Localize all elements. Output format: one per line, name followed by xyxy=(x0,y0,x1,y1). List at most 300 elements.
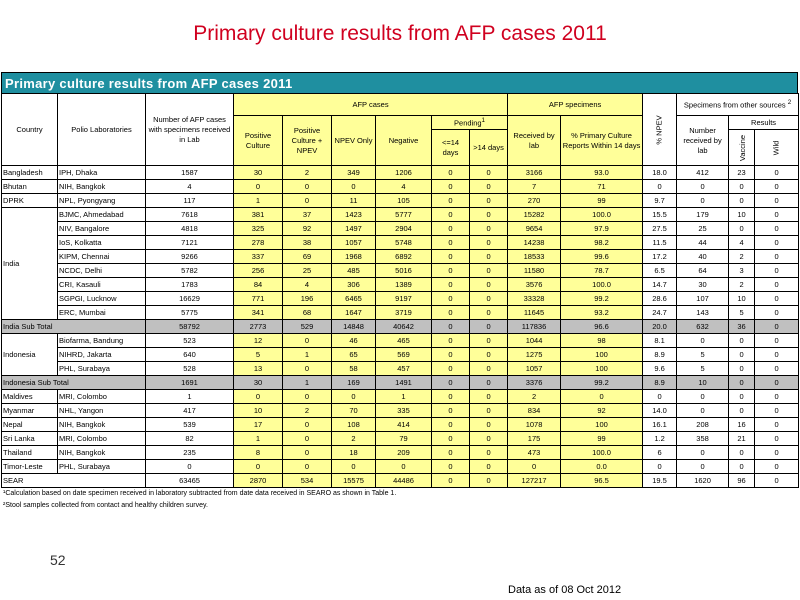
cell-neg: 414 xyxy=(376,418,432,432)
cell-p15: 0 xyxy=(470,474,508,488)
country-cell: Sri Lanka xyxy=(2,432,58,446)
cell-neg: 1 xyxy=(376,390,432,404)
cell-p15: 0 xyxy=(470,390,508,404)
subtotal-label: India Sub Total xyxy=(2,320,146,334)
cell-npev: 1497 xyxy=(332,222,376,236)
cell-recv: 7 xyxy=(508,180,561,194)
cell-npev: 1057 xyxy=(332,236,376,250)
cell-posnpev: 0 xyxy=(283,432,332,446)
cell-posnpev: 0 xyxy=(283,194,332,208)
cell-neg: 569 xyxy=(376,348,432,362)
cell-recv: 1078 xyxy=(508,418,561,432)
lab-cell: IoS, Kolkatta xyxy=(58,236,146,250)
lab-cell: BJMC, Ahmedabad xyxy=(58,208,146,222)
cell-pnpev: 1.2 xyxy=(643,432,677,446)
cell-oth: 44 xyxy=(677,236,729,250)
cell-recv: 15282 xyxy=(508,208,561,222)
data-as-of: Data as of 08 Oct 2012 xyxy=(508,584,622,596)
cell-pct: 99.2 xyxy=(561,376,643,390)
cell-p15: 0 xyxy=(470,166,508,180)
cell-npev: 108 xyxy=(332,418,376,432)
cell-posnpev: 0 xyxy=(283,390,332,404)
cell-p14: 0 xyxy=(432,250,470,264)
cell-p15: 0 xyxy=(470,292,508,306)
cell-wild: 0 xyxy=(755,194,799,208)
country-cell: Indonesia xyxy=(2,334,58,376)
table-row xyxy=(2,278,799,292)
cell-p15: 0 xyxy=(470,264,508,278)
cell-n: 1783 xyxy=(146,278,234,292)
cell-oth: 107 xyxy=(677,292,729,306)
cell-pos: 325 xyxy=(234,222,283,236)
country-cell: India xyxy=(2,208,58,320)
cell-p14: 0 xyxy=(432,278,470,292)
col-vaccine: Vaccine xyxy=(729,130,755,166)
table-row xyxy=(2,222,799,236)
cell-p14: 0 xyxy=(432,362,470,376)
cell-pos: 12 xyxy=(234,334,283,348)
cell-n: 7618 xyxy=(146,208,234,222)
cell-vac: 36 xyxy=(729,320,755,334)
cell-pct: 93.0 xyxy=(561,166,643,180)
cell-wild: 0 xyxy=(755,320,799,334)
cell-pct: 100 xyxy=(561,418,643,432)
cell-pos: 30 xyxy=(234,376,283,390)
cell-oth: 25 xyxy=(677,222,729,236)
col-npev-only: NPEV Only xyxy=(332,116,376,166)
group-afp-specimens: AFP specimens xyxy=(508,94,643,116)
cell-wild: 0 xyxy=(755,432,799,446)
cell-pnpev: 20.0 xyxy=(643,320,677,334)
table-row xyxy=(2,432,799,446)
cell-posnpev: 0 xyxy=(283,362,332,376)
cell-neg: 79 xyxy=(376,432,432,446)
country-cell: DPRK xyxy=(2,194,58,208)
cell-p15: 0 xyxy=(470,376,508,390)
table-body xyxy=(2,166,799,488)
cell-npev: 306 xyxy=(332,278,376,292)
cell-npev: 46 xyxy=(332,334,376,348)
cell-npev: 2 xyxy=(332,432,376,446)
lab-cell: KIPM, Chennai xyxy=(58,250,146,264)
cell-pos: 0 xyxy=(234,180,283,194)
cell-npev: 349 xyxy=(332,166,376,180)
cell-oth: 412 xyxy=(677,166,729,180)
cell-neg: 457 xyxy=(376,362,432,376)
cell-p14: 0 xyxy=(432,334,470,348)
cell-pos: 1 xyxy=(234,432,283,446)
cell-wild: 0 xyxy=(755,376,799,390)
subtotal-row xyxy=(2,320,799,334)
cell-wild: 0 xyxy=(755,446,799,460)
cell-oth: 5 xyxy=(677,362,729,376)
cell-pct: 0 xyxy=(561,390,643,404)
cell-neg: 209 xyxy=(376,446,432,460)
cell-recv: 18533 xyxy=(508,250,561,264)
cell-pos: 30 xyxy=(234,166,283,180)
table-header xyxy=(2,94,799,166)
cell-pnpev: 17.2 xyxy=(643,250,677,264)
cell-recv: 3166 xyxy=(508,166,561,180)
cell-posnpev: 68 xyxy=(283,306,332,320)
cell-npev: 1968 xyxy=(332,250,376,264)
lab-cell: ERC, Mumbai xyxy=(58,306,146,320)
group-other-sources: Specimens from other sources $^2$ xyxy=(677,94,799,116)
lab-cell: IPH, Dhaka xyxy=(58,166,146,180)
cell-pos: 2773 xyxy=(234,320,283,334)
cell-pnpev: 14.7 xyxy=(643,278,677,292)
cell-p14: 0 xyxy=(432,418,470,432)
country-cell: Bangladesh xyxy=(2,166,58,180)
cell-pos: 341 xyxy=(234,306,283,320)
cell-pos: 337 xyxy=(234,250,283,264)
cell-recv: 1057 xyxy=(508,362,561,376)
cell-pnpev: 0 xyxy=(643,390,677,404)
cell-vac: 4 xyxy=(729,236,755,250)
cell-pos: 1 xyxy=(234,194,283,208)
col-negative: Negative xyxy=(376,116,432,166)
cell-pnpev: 11.5 xyxy=(643,236,677,250)
cell-pct: 78.7 xyxy=(561,264,643,278)
lab-cell: NIH, Bangkok xyxy=(58,446,146,460)
cell-p15: 0 xyxy=(470,180,508,194)
cell-pnpev: 0 xyxy=(643,460,677,474)
cell-recv: 175 xyxy=(508,432,561,446)
col-pending-gt14: >14 days xyxy=(470,130,508,166)
cell-wild: 0 xyxy=(755,180,799,194)
subtotal-row xyxy=(2,376,799,390)
cell-posnpev: 0 xyxy=(283,180,332,194)
cell-n: 117 xyxy=(146,194,234,208)
cell-recv: 473 xyxy=(508,446,561,460)
cell-n: 523 xyxy=(146,334,234,348)
cell-pos: 278 xyxy=(234,236,283,250)
cell-pos: 0 xyxy=(234,390,283,404)
cell-p14: 0 xyxy=(432,320,470,334)
cell-pct: 97.9 xyxy=(561,222,643,236)
col-num-afp: Number of AFP cases with specimens received in Lab xyxy=(146,94,234,166)
lab-cell: CRI, Kasauli xyxy=(58,278,146,292)
cell-posnpev: 1 xyxy=(283,376,332,390)
cell-n: 235 xyxy=(146,446,234,460)
cell-p14: 0 xyxy=(432,236,470,250)
table-row xyxy=(2,362,799,376)
cell-oth: 1620 xyxy=(677,474,729,488)
cell-vac: 21 xyxy=(729,432,755,446)
cell-n: 5782 xyxy=(146,264,234,278)
cell-vac: 3 xyxy=(729,264,755,278)
cell-recv: 3376 xyxy=(508,376,561,390)
group-afp-cases: AFP cases xyxy=(234,94,508,116)
cell-wild: 0 xyxy=(755,404,799,418)
subtotal-label: Indonesia Sub Total xyxy=(2,376,146,390)
cell-pnpev: 14.0 xyxy=(643,404,677,418)
cell-pos: 17 xyxy=(234,418,283,432)
cell-posnpev: 0 xyxy=(283,460,332,474)
col-polio-labs: Polio Laboratories xyxy=(58,94,146,166)
cell-pnpev: 24.7 xyxy=(643,306,677,320)
lab-cell: Biofarma, Bandung xyxy=(58,334,146,348)
table-title: Primary culture results from AFP cases 2011 xyxy=(1,72,798,93)
cell-wild: 0 xyxy=(755,390,799,404)
cell-npev: 1647 xyxy=(332,306,376,320)
cell-npev: 15575 xyxy=(332,474,376,488)
cell-npev: 169 xyxy=(332,376,376,390)
cell-p15: 0 xyxy=(470,320,508,334)
cell-p14: 0 xyxy=(432,222,470,236)
cell-oth: 208 xyxy=(677,418,729,432)
cell-n: 528 xyxy=(146,362,234,376)
cell-vac: 0 xyxy=(729,376,755,390)
cell-p15: 0 xyxy=(470,348,508,362)
cell-recv: 0 xyxy=(508,460,561,474)
cell-vac: 10 xyxy=(729,208,755,222)
table-row xyxy=(2,404,799,418)
cell-p15: 0 xyxy=(470,334,508,348)
cell-vac: 0 xyxy=(729,446,755,460)
cell-n: 417 xyxy=(146,404,234,418)
cell-p14: 0 xyxy=(432,474,470,488)
cell-vac: 2 xyxy=(729,250,755,264)
cell-wild: 0 xyxy=(755,208,799,222)
cell-recv: 1275 xyxy=(508,348,561,362)
lab-cell: NIV, Bangalore xyxy=(58,222,146,236)
lab-cell: NCDC, Delhi xyxy=(58,264,146,278)
cell-p15: 0 xyxy=(470,278,508,292)
lab-cell: NIHRD, Jakarta xyxy=(58,348,146,362)
cell-n: 539 xyxy=(146,418,234,432)
cell-p14: 0 xyxy=(432,348,470,362)
cell-pct: 99 xyxy=(561,194,643,208)
culture-results-table xyxy=(1,72,798,518)
footnote-1: ¹Calculation based on date specimen received in laboratory subtracted from date data received in SEARO as shown in Table 1. xyxy=(3,490,397,497)
cell-p15: 0 xyxy=(470,446,508,460)
cell-pnpev: 0 xyxy=(643,180,677,194)
cell-wild: 0 xyxy=(755,474,799,488)
cell-posnpev: 92 xyxy=(283,222,332,236)
table-row xyxy=(2,306,799,320)
cell-pnpev: 6 xyxy=(643,446,677,460)
cell-npev: 70 xyxy=(332,404,376,418)
cell-p15: 0 xyxy=(470,208,508,222)
cell-oth: 5 xyxy=(677,348,729,362)
cell-posnpev: 69 xyxy=(283,250,332,264)
cell-posnpev: 0 xyxy=(283,418,332,432)
cell-pct: 93.2 xyxy=(561,306,643,320)
cell-recv: 127217 xyxy=(508,474,561,488)
cell-recv: 9654 xyxy=(508,222,561,236)
cell-npev: 0 xyxy=(332,180,376,194)
cell-pct: 100 xyxy=(561,348,643,362)
cell-p15: 0 xyxy=(470,306,508,320)
cell-n: 1 xyxy=(146,390,234,404)
cell-pnpev: 15.5 xyxy=(643,208,677,222)
cell-posnpev: 0 xyxy=(283,334,332,348)
col-received-by-lab: Received by lab xyxy=(508,116,561,166)
cell-vac: 0 xyxy=(729,460,755,474)
cell-p14: 0 xyxy=(432,432,470,446)
table-row xyxy=(2,208,799,222)
table-row xyxy=(2,460,799,474)
cell-neg: 5016 xyxy=(376,264,432,278)
cell-neg: 0 xyxy=(376,460,432,474)
cell-p14: 0 xyxy=(432,404,470,418)
page-number: 52 xyxy=(50,552,66,568)
col-positive-culture: Positive Culture xyxy=(234,116,283,166)
cell-wild: 0 xyxy=(755,222,799,236)
cell-p14: 0 xyxy=(432,446,470,460)
cell-n: 5775 xyxy=(146,306,234,320)
lab-cell: NPL, Pyongyang xyxy=(58,194,146,208)
cell-vac: 0 xyxy=(729,390,755,404)
cell-pct: 71 xyxy=(561,180,643,194)
cell-wild: 0 xyxy=(755,166,799,180)
cell-neg: 5777 xyxy=(376,208,432,222)
lab-cell: PHL, Surabaya xyxy=(58,362,146,376)
lab-cell: NIH, Bangkok xyxy=(58,180,146,194)
cell-vac: 0 xyxy=(729,362,755,376)
cell-neg: 5748 xyxy=(376,236,432,250)
cell-posnpev: 37 xyxy=(283,208,332,222)
cell-pct: 100.0 xyxy=(561,208,643,222)
country-cell: Thailand xyxy=(2,446,58,460)
group-pending: Pending$^1$ xyxy=(432,116,508,130)
cell-npev: 0 xyxy=(332,460,376,474)
cell-pnpev: 27.5 xyxy=(643,222,677,236)
cell-posnpev: 25 xyxy=(283,264,332,278)
sear-label: SEAR xyxy=(2,474,146,488)
cell-vac: 5 xyxy=(729,306,755,320)
cell-p14: 0 xyxy=(432,166,470,180)
cell-pos: 8 xyxy=(234,446,283,460)
cell-p14: 0 xyxy=(432,390,470,404)
cell-npev: 11 xyxy=(332,194,376,208)
lab-cell: PHL, Surabaya xyxy=(58,460,146,474)
cell-wild: 0 xyxy=(755,278,799,292)
cell-pnpev: 18.0 xyxy=(643,166,677,180)
cell-recv: 2 xyxy=(508,390,561,404)
cell-oth: 30 xyxy=(677,278,729,292)
cell-oth: 0 xyxy=(677,180,729,194)
table-row xyxy=(2,180,799,194)
cell-pnpev: 16.1 xyxy=(643,418,677,432)
cell-p14: 0 xyxy=(432,194,470,208)
cell-n: 7121 xyxy=(146,236,234,250)
cell-oth: 10 xyxy=(677,376,729,390)
cell-posnpev: 4 xyxy=(283,278,332,292)
cell-p15: 0 xyxy=(470,236,508,250)
cell-neg: 2904 xyxy=(376,222,432,236)
cell-p14: 0 xyxy=(432,376,470,390)
cell-pct: 92 xyxy=(561,404,643,418)
col-number-received: Number received by lab xyxy=(677,116,729,166)
cell-oth: 179 xyxy=(677,208,729,222)
cell-pct: 99 xyxy=(561,432,643,446)
table-row xyxy=(2,236,799,250)
cell-pnpev: 9.6 xyxy=(643,362,677,376)
cell-neg: 1389 xyxy=(376,278,432,292)
cell-npev: 18 xyxy=(332,446,376,460)
country-cell: Maldives xyxy=(2,390,58,404)
cell-vac: 23 xyxy=(729,166,755,180)
cell-n: 4 xyxy=(146,180,234,194)
cell-oth: 358 xyxy=(677,432,729,446)
cell-n: 82 xyxy=(146,432,234,446)
cell-pct: 96.5 xyxy=(561,474,643,488)
cell-wild: 0 xyxy=(755,264,799,278)
cell-npev: 14848 xyxy=(332,320,376,334)
cell-neg: 1206 xyxy=(376,166,432,180)
cell-pos: 13 xyxy=(234,362,283,376)
cell-npev: 485 xyxy=(332,264,376,278)
cell-p14: 0 xyxy=(432,264,470,278)
table-row xyxy=(2,348,799,362)
group-results: Results xyxy=(729,116,799,130)
cell-n: 640 xyxy=(146,348,234,362)
cell-recv: 117836 xyxy=(508,320,561,334)
cell-pct: 99.6 xyxy=(561,250,643,264)
cell-vac: 10 xyxy=(729,292,755,306)
cell-pos: 381 xyxy=(234,208,283,222)
cell-pnpev: 8.1 xyxy=(643,334,677,348)
cell-pct: 96.6 xyxy=(561,320,643,334)
cell-pct: 100.0 xyxy=(561,278,643,292)
country-cell: Myanmar xyxy=(2,404,58,418)
cell-vac: 16 xyxy=(729,418,755,432)
cell-pos: 771 xyxy=(234,292,283,306)
cell-pct: 100 xyxy=(561,362,643,376)
cell-p14: 0 xyxy=(432,306,470,320)
cell-recv: 834 xyxy=(508,404,561,418)
cell-npev: 1423 xyxy=(332,208,376,222)
cell-recv: 11580 xyxy=(508,264,561,278)
cell-oth: 0 xyxy=(677,194,729,208)
cell-pos: 256 xyxy=(234,264,283,278)
country-cell: Bhutan xyxy=(2,180,58,194)
cell-recv: 1044 xyxy=(508,334,561,348)
cell-recv: 270 xyxy=(508,194,561,208)
country-cell: Nepal xyxy=(2,418,58,432)
cell-p15: 0 xyxy=(470,432,508,446)
table-row xyxy=(2,418,799,432)
cell-p15: 0 xyxy=(470,418,508,432)
results-grid xyxy=(1,93,799,488)
lab-cell: NIH, Bangkok xyxy=(58,418,146,432)
cell-posnpev: 2 xyxy=(283,404,332,418)
cell-neg: 3719 xyxy=(376,306,432,320)
cell-n: 16629 xyxy=(146,292,234,306)
cell-pct: 99.2 xyxy=(561,292,643,306)
lab-cell: MRI, Colombo xyxy=(58,390,146,404)
cell-posnpev: 38 xyxy=(283,236,332,250)
cell-vac: 2 xyxy=(729,278,755,292)
cell-pnpev: 6.5 xyxy=(643,264,677,278)
cell-n: 9266 xyxy=(146,250,234,264)
cell-npev: 65 xyxy=(332,348,376,362)
cell-oth: 40 xyxy=(677,250,729,264)
cell-neg: 6892 xyxy=(376,250,432,264)
cell-p15: 0 xyxy=(470,362,508,376)
cell-vac: 96 xyxy=(729,474,755,488)
cell-pnpev: 8.9 xyxy=(643,348,677,362)
cell-oth: 143 xyxy=(677,306,729,320)
cell-pnpev: 19.5 xyxy=(643,474,677,488)
cell-wild: 0 xyxy=(755,236,799,250)
cell-posnpev: 0 xyxy=(283,446,332,460)
table-row xyxy=(2,292,799,306)
cell-p15: 0 xyxy=(470,404,508,418)
table-row xyxy=(2,194,799,208)
